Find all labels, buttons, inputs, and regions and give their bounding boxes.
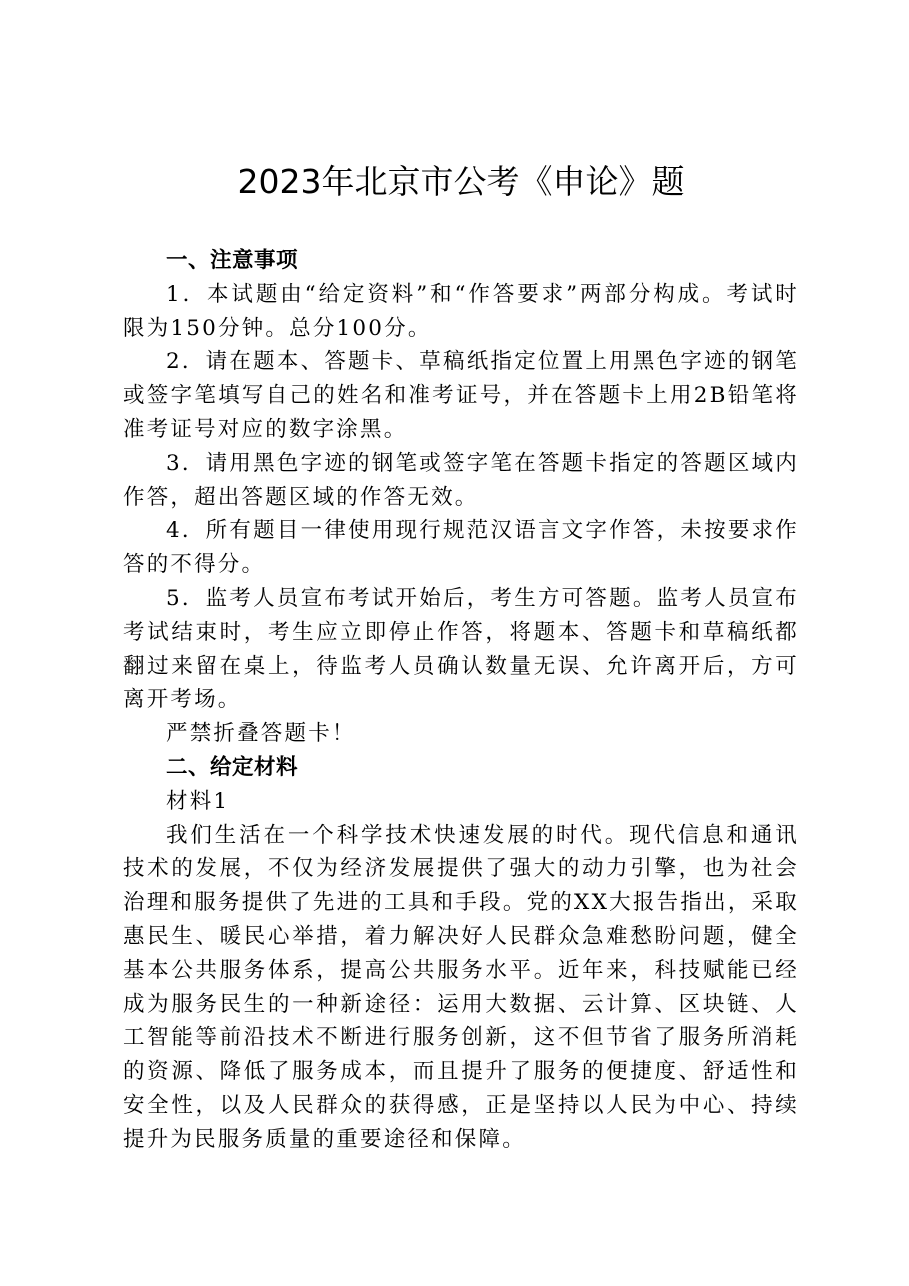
- document-title: 2023年北京市公考《申论》题: [237, 162, 685, 201]
- notice-item-4: 4．所有题目一律使用现行规范汉语言文字作答，未按要求作答的不得分。: [123, 518, 799, 578]
- document-page: [123, 158, 799, 1157]
- notice-item-5: 5．监考人员宣布考试开始后，考生方可答题。监考人员宣布考试结束时，考生应立即停止作答，将题本、答题卡和草稿纸都翻过来留在桌上，待监考人员确认数量无误、允许离开后，方可离开考场。: [123, 585, 799, 713]
- notice-item-2: 2．请在题本、答题卡、草稿纸指定位置上用黑色字迹的钢笔或签字笔填写自己的姓名和准考证号，并在答题卡上用2B铅笔将准考证号对应的数字涂黑。: [123, 349, 799, 442]
- section-heading-notices: 一、注意事项: [166, 248, 299, 273]
- section-heading-materials: 二、给定材料: [166, 754, 299, 780]
- material-1-text: 我们生活在一个科学技术快速发展的时代。现代信息和通讯技术的发展，不仅为经济发展提供了强大的动力引擎，也为社会治理和服务提供了先进的工具和手段。党的XX大报告指出，采取惠民生、暖民心举措，着力解决好人民群众急难愁盼问题，健全基本公共服务体系，提高公共服务水平。近年来，科技赋能已经成为服务民生的一种新途径：运用大数据、云计算、区块链、人工智能等前沿技术不断进行服务创新，这不但节省了服务所消耗的资源、降低了服务成本，而且提升了服务的便捷度、舒适性和安全性，以及人民群众的获得感，正是坚持以人民为中心、持续提升为民服务质量的重要途径和保障。: [123, 822, 799, 1152]
- material-1-label: 材料1: [166, 788, 230, 814]
- warning-text: 严禁折叠答题卡！: [166, 721, 356, 747]
- notice-item-3: 3．请用黑色字迹的钢笔或签字笔在答题卡指定的答题区域内作答，超出答题区域的作答无效。: [123, 450, 799, 510]
- notice-item-1: 1．本试题由“给定资料”和“作答要求”两部分构成。考试时限为150分钟。总分100分。: [123, 281, 799, 341]
